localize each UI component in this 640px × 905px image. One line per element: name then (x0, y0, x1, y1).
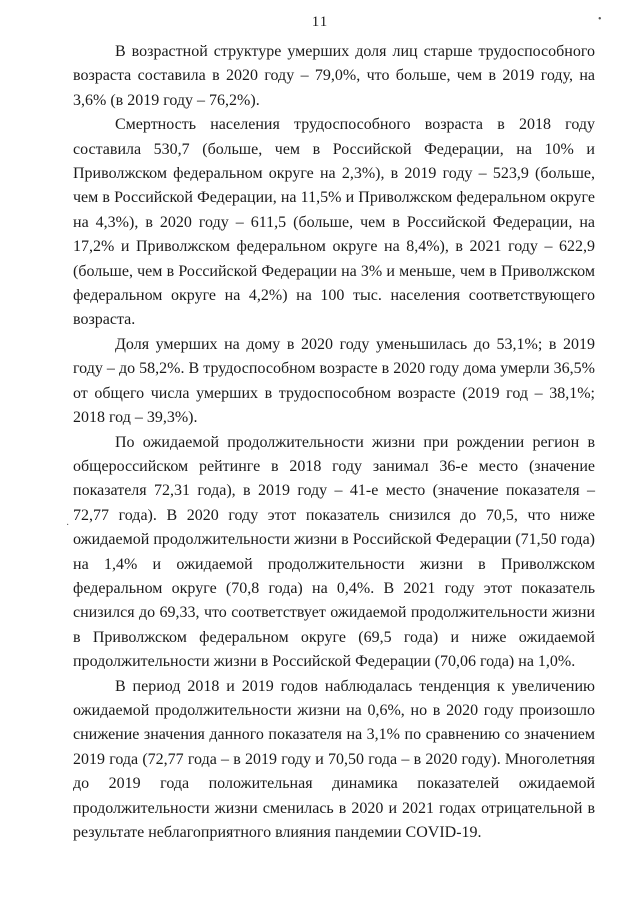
paragraph-life-expectancy-rating: По ожидаемой продолжительности жизни при рождении регион в общероссийском рейтинге в 2018 году занимал 36-е место (значение показателя 72,31 года), в 2019 году – 41-е место (значение показателя – 72,77 года). В 2020 году этот показатель снизился до 70,5, что ниже ожидаемой продолжительности жизни в Российской Федерации (71,50 года) на 1,4% и ожидаемой продолжительности жизни в Приволжском федеральном округе (70,8 года) на 0,4%. В 2021 году этот показатель снизился до 69,33, что соответствует ожидаемой продолжительности жизни в Приволжском федеральном округе (69,5 года) и ниже ожидаемой продолжительности жизни в Российской Федерации (70,06 года) на 1,0%. (73, 433, 595, 671)
scan-dot-mark: · (66, 520, 70, 531)
paragraph-life-expectancy-trend: В период 2018 и 2019 годов наблюдалась тенденция к увеличению ожидаемой продолжительности жизни на 0,6%, но в 2020 году произошло снижение значения данного показателя на 3,1% по сравнению со значением 2019 года (72,77 года – в 2019 году и 70,50 года – в 2020 году). Многолетняя до 2019 года положительная динамика показателей ожидаемой продолжительности жизни сменилась в 2020 и 2021 годах отрицательной в результате неблагоприятного влияния пандемии COVID-19. (73, 677, 595, 841)
scan-dot-mark: • (598, 14, 602, 25)
document-body (73, 40, 595, 845)
paragraph-working-age-mortality: Смертность населения трудоспособного возраста в 2018 году составила 530,7 (больше, чем в Российской Федерации, на 10% и Приволжском федеральном округе на 2,3%), в 2019 году – 523,9 (больше, чем в Российской Федерации, на 11,5% и Приволжском федеральном округе на 4,3%), в 2020 году – 611,5 (больше, чем в Российской Федерации, на 17,2% и Приволжском федеральном округе на 8,4%), в 2021 году – 622,9 (больше, чем в Российской Федерации на 3% и меньше, чем в Приволжском федеральном округе на 4,2%) на 100 тыс. населения соответствующего возраста. (73, 116, 595, 329)
paragraph-home-deaths: Доля умерших на дому в 2020 году уменьшилась до 53,1%; в 2019 году – до 58,2%. В трудоспособном возрасте в 2020 году дома умерли 36,5% от общего числа умерших в трудоспособном возрасте (2019 год – 38,1%; 2018 год – 39,3%). (73, 335, 595, 427)
page-number: 11 (311, 14, 329, 30)
paragraph-age-structure: В возрастной структуре умерших доля лиц старше трудоспособного возраста составила в 2020 году – 79,0%, что больше, чем в 2019 году, на 3,6% (в 2019 году – 76,2%). (73, 43, 595, 109)
